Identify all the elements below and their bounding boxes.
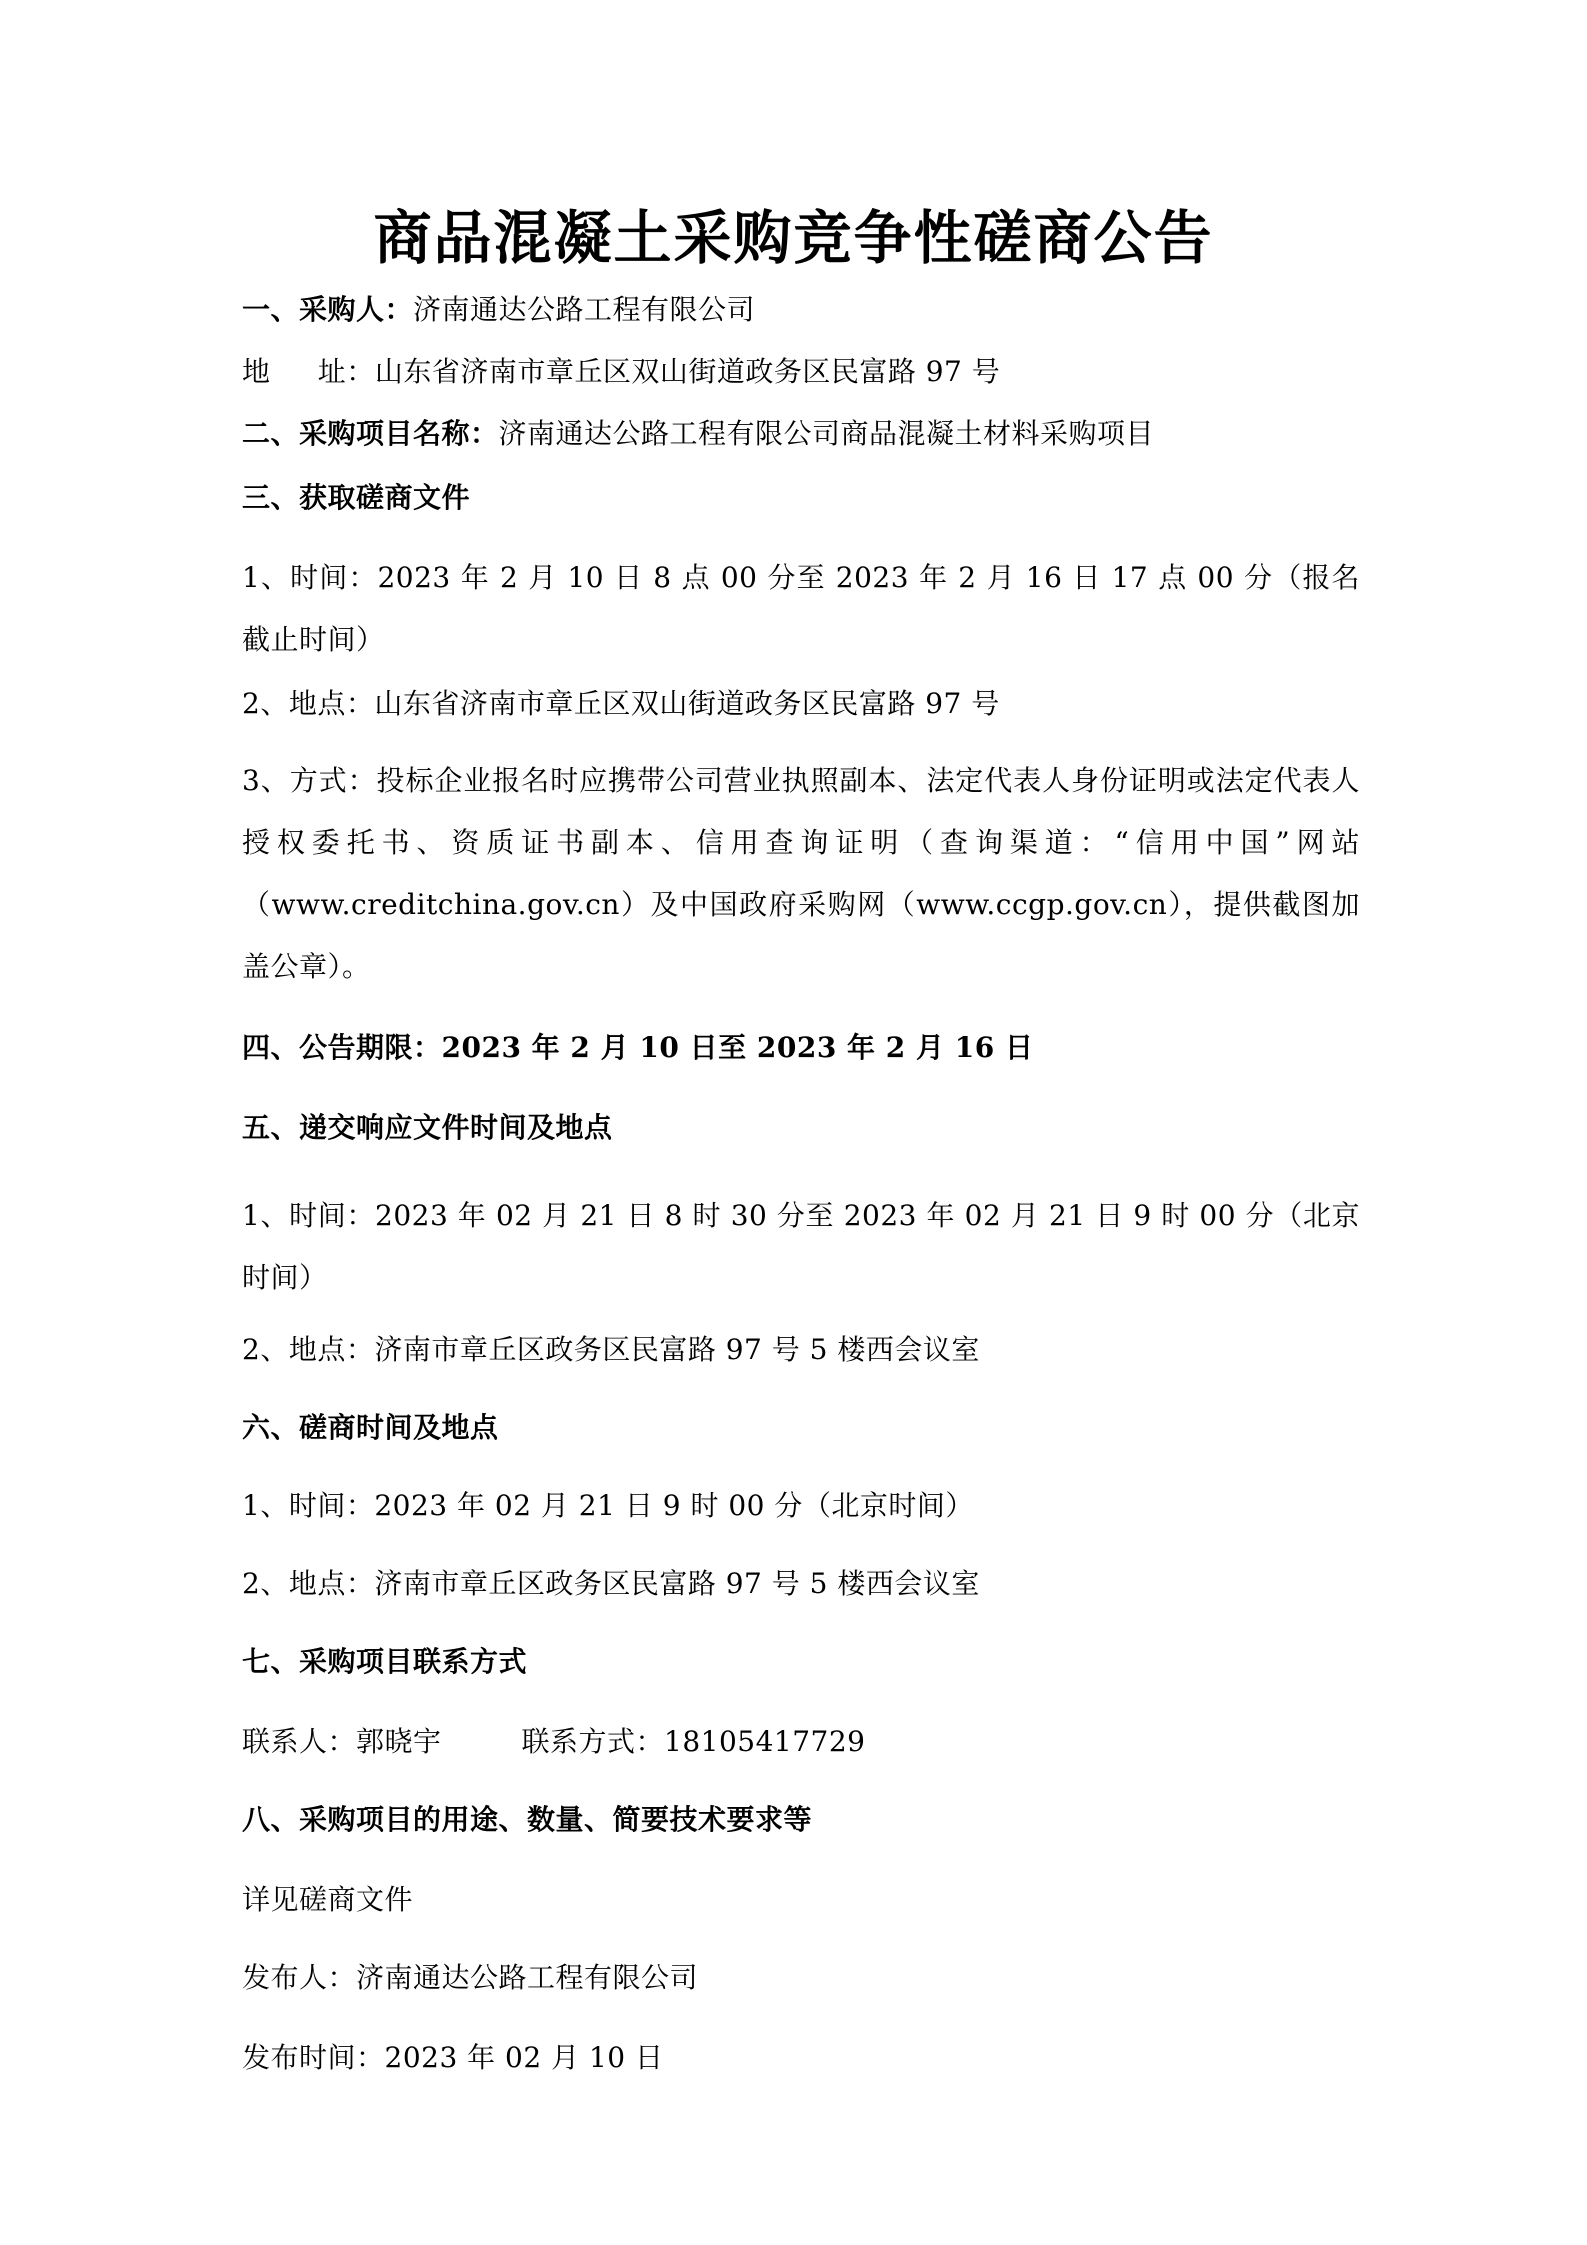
contact-line [242, 1724, 1360, 1760]
section8-heading: 八、采购项目的用途、数量、简要技术要求等 [242, 1803, 813, 1836]
address-value: 山东省济南市章丘区双山街道政务区民富路 97 号 [374, 355, 1001, 388]
section3-method: 3、方式：投标企业报名时应携带公司营业执照副本、法定代表人身份证明或法定代表人授权委托书、资质证书副本、信用查询证明（查询渠道：“信用中国”网站（www.creditchina.gov.cn）及中国政府采购网（www.ccgp.gov.cn），提供截图加盖公章）。 [242, 764, 1360, 983]
section3-time: 1、时间：2023 年 2 月 10 日 8 点 00 分至 2023 年 2 月 16 日 17 点 00 分（报名截止时间） [242, 561, 1360, 656]
section6-place: 2、地点：济南市章丘区政务区民富路 97 号 5 楼西会议室 [242, 1567, 980, 1600]
section6-time: 1、时间：2023 年 02 月 21 日 9 时 00 分（北京时间） [242, 1489, 974, 1522]
address-line [242, 354, 1360, 390]
project-label: 二、采购项目名称： [242, 417, 499, 450]
purchaser-line [242, 292, 1360, 328]
purchaser-value: 济南通达公路工程有限公司 [413, 293, 756, 326]
section5-time: 1、时间：2023 年 02 月 21 日 8 时 30 分至 2023 年 02 月 21 日 9 时 00 分（北京时间） [242, 1199, 1360, 1294]
section3-heading: 三、获取磋商文件 [242, 481, 471, 514]
publish-time-line: 发布时间：2023 年 02 月 10 日 [242, 2041, 664, 2074]
section8-detail: 详见磋商文件 [242, 1883, 414, 1916]
project-line [242, 416, 1360, 452]
section4-line: 四、公告期限：2023 年 2 月 10 日至 2023 年 2 月 16 日 [242, 1031, 1034, 1064]
purchaser-label: 一、采购人： [242, 293, 414, 326]
project-value: 济南通达公路工程有限公司商品混凝土材料采购项目 [498, 417, 1155, 450]
section3-place: 2、地点：山东省济南市章丘区双山街道政务区民富路 97 号 [242, 687, 1000, 720]
publisher-line: 发布人：济南通达公路工程有限公司 [242, 1961, 699, 1994]
section5-place: 2、地点：济南市章丘区政务区民富路 97 号 5 楼西会议室 [242, 1333, 980, 1366]
section6-heading: 六、磋商时间及地点 [242, 1411, 499, 1444]
section5-heading: 五、递交响应文件时间及地点 [242, 1111, 613, 1144]
section7-heading: 七、采购项目联系方式 [242, 1645, 528, 1678]
address-label: 地 址： [242, 355, 375, 388]
page-title: 商品混凝土采购竞争性磋商公告 [373, 204, 1214, 272]
contact-person: 联系人：郭晓宇 [242, 1725, 442, 1758]
contact-phone: 联系方式：18105417729 [521, 1725, 866, 1758]
